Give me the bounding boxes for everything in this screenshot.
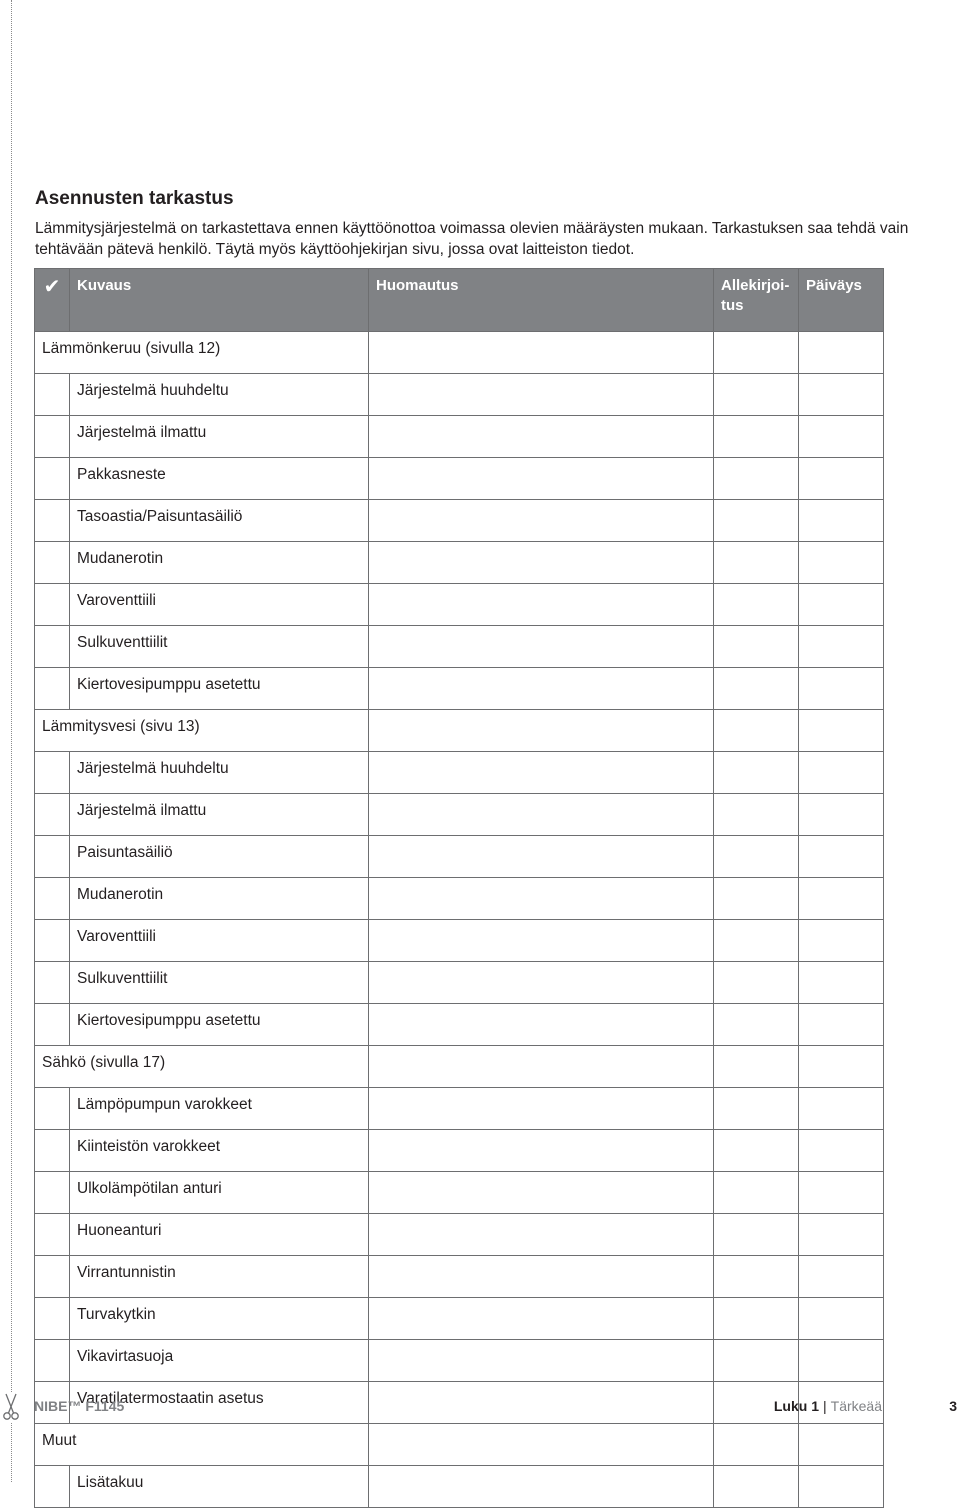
remark-cell[interactable] — [369, 710, 714, 752]
item-label: Järjestelmä ilmattu — [70, 416, 369, 458]
table-row — [35, 794, 884, 836]
chapter-indicator — [774, 1398, 882, 1414]
remark-cell[interactable] — [369, 1088, 714, 1130]
date-cell[interactable] — [799, 920, 884, 962]
section-label: Muut — [35, 1424, 369, 1466]
checkbox-cell[interactable] — [35, 1340, 70, 1382]
table-row — [35, 626, 884, 668]
date-cell[interactable] — [799, 1424, 884, 1466]
intro-text: Lämmitysjärjestelmä on tarkastettava ennen käyttöönottoa voimassa olevien määräysten mukaan. Tarkastuksen saa tehdä vain tehtävään pätevä henkilö. Täytä myös käyttöohjekirjan sivu, jossa ovat laitteiston tiedot. — [35, 220, 909, 258]
item-label: Varatilatermostaatin asetus — [70, 1382, 369, 1424]
table-row — [35, 1382, 884, 1424]
remark-cell[interactable] — [369, 500, 714, 542]
signature-column-header — [714, 269, 799, 332]
date-cell[interactable] — [799, 1004, 884, 1046]
item-label: Järjestelmä ilmattu — [70, 794, 369, 836]
item-label: Lämpöpumpun varokkeet — [70, 1088, 369, 1130]
remark-cell[interactable] — [369, 1130, 714, 1172]
date-cell[interactable] — [799, 332, 884, 374]
table-row — [35, 584, 884, 626]
cut-line — [11, 0, 12, 1482]
item-label: Kiertovesipumppu asetettu — [70, 1004, 369, 1046]
section-row — [35, 710, 884, 752]
signature-cell[interactable] — [714, 542, 799, 584]
signature-cell[interactable] — [714, 668, 799, 710]
table-row — [35, 878, 884, 920]
remark-cell[interactable] — [369, 1424, 714, 1466]
date-cell[interactable] — [799, 542, 884, 584]
checkbox-cell[interactable] — [35, 542, 70, 584]
date-cell[interactable] — [799, 458, 884, 500]
date-cell[interactable] — [799, 416, 884, 458]
remark-cell[interactable] — [369, 1382, 714, 1424]
signature-cell[interactable] — [714, 332, 799, 374]
table-row — [35, 1172, 884, 1214]
signature-cell[interactable] — [714, 1172, 799, 1214]
section-label: Sähkö (sivulla 17) — [35, 1046, 369, 1088]
remark-cell[interactable] — [369, 1046, 714, 1088]
signature-cell[interactable] — [714, 1340, 799, 1382]
date-cell[interactable] — [799, 374, 884, 416]
page-title: Asennusten tarkastus — [35, 188, 234, 209]
section-label: Lämmitysvesi (sivu 13) — [35, 710, 369, 752]
checkbox-cell[interactable] — [35, 1130, 70, 1172]
signature-header-line1: Allekirjoi- — [721, 277, 790, 294]
table-row — [35, 1256, 884, 1298]
date-cell[interactable] — [799, 1340, 884, 1382]
item-label: Varoventtiili — [70, 584, 369, 626]
remark-cell[interactable] — [369, 962, 714, 1004]
table-row — [35, 920, 884, 962]
date-cell[interactable] — [799, 1172, 884, 1214]
date-cell[interactable] — [799, 668, 884, 710]
item-label: Sulkuventtiilit — [70, 962, 369, 1004]
checkbox-cell[interactable] — [35, 374, 70, 416]
remark-cell[interactable] — [369, 542, 714, 584]
signature-cell[interactable] — [714, 836, 799, 878]
item-label: Ulkolämpötilan anturi — [70, 1172, 369, 1214]
table-row — [35, 962, 884, 1004]
table-row — [35, 1466, 884, 1508]
table-row — [35, 542, 884, 584]
signature-header-line2: tus — [721, 297, 744, 314]
date-cell[interactable] — [799, 1256, 884, 1298]
date-cell[interactable] — [799, 710, 884, 752]
checkbox-cell[interactable] — [35, 1214, 70, 1256]
date-cell[interactable] — [799, 962, 884, 1004]
signature-cell[interactable] — [714, 1424, 799, 1466]
scissors-icon — [1, 1392, 21, 1422]
chapter-label: Luku 1 — [773, 1398, 819, 1414]
checklist-body — [35, 332, 884, 1508]
remark-cell[interactable] — [369, 920, 714, 962]
table-row — [35, 416, 884, 458]
page-number: 3 — [949, 1398, 957, 1414]
section-row — [35, 332, 884, 374]
description-column-header: Kuvaus — [70, 269, 369, 332]
remark-cell[interactable] — [369, 626, 714, 668]
date-cell[interactable] — [799, 794, 884, 836]
remark-cell[interactable] — [369, 1256, 714, 1298]
checkbox-cell[interactable] — [35, 1256, 70, 1298]
checkbox-cell[interactable] — [35, 584, 70, 626]
table-row — [35, 1130, 884, 1172]
signature-cell[interactable] — [714, 458, 799, 500]
remark-cell[interactable] — [369, 374, 714, 416]
remark-cell[interactable] — [369, 1298, 714, 1340]
item-label: Paisuntasäiliö — [70, 836, 369, 878]
remark-cell[interactable] — [369, 584, 714, 626]
remark-cell[interactable] — [369, 416, 714, 458]
item-label: Pakkasneste — [70, 458, 369, 500]
signature-cell[interactable] — [714, 416, 799, 458]
date-cell[interactable] — [799, 1298, 884, 1340]
section-row — [35, 1046, 884, 1088]
checkbox-cell[interactable] — [35, 416, 70, 458]
signature-cell[interactable] — [714, 920, 799, 962]
remark-cell[interactable] — [369, 794, 714, 836]
date-cell[interactable] — [799, 584, 884, 626]
checkbox-cell[interactable] — [35, 1298, 70, 1340]
signature-cell[interactable] — [714, 626, 799, 668]
table-row — [35, 458, 884, 500]
checkbox-cell[interactable] — [35, 794, 70, 836]
signature-cell[interactable] — [714, 752, 799, 794]
date-column-header: Päiväys — [799, 269, 884, 332]
remark-cell[interactable] — [369, 752, 714, 794]
checkbox-cell[interactable] — [35, 752, 70, 794]
table-row — [35, 836, 884, 878]
remark-cell[interactable] — [369, 1340, 714, 1382]
checkbox-cell[interactable] — [35, 920, 70, 962]
remark-cell[interactable] — [369, 1004, 714, 1046]
table-header-row — [35, 269, 884, 332]
checkbox-cell[interactable] — [35, 1466, 70, 1508]
remark-cell[interactable] — [369, 878, 714, 920]
date-cell[interactable] — [799, 500, 884, 542]
signature-cell[interactable] — [714, 374, 799, 416]
item-label: Järjestelmä huuhdeltu — [70, 752, 369, 794]
signature-cell[interactable] — [714, 1298, 799, 1340]
item-label: Huoneanturi — [70, 1214, 369, 1256]
remark-cell[interactable] — [369, 332, 714, 374]
remark-cell[interactable] — [369, 1214, 714, 1256]
table-row — [35, 668, 884, 710]
table-row — [35, 1298, 884, 1340]
item-label: Vikavirtasuoja — [70, 1340, 369, 1382]
checkbox-cell[interactable] — [35, 1088, 70, 1130]
signature-cell[interactable] — [714, 1256, 799, 1298]
checkbox-cell[interactable] — [35, 1172, 70, 1214]
item-label: Virrantunnistin — [70, 1256, 369, 1298]
signature-cell[interactable] — [714, 794, 799, 836]
date-cell[interactable] — [799, 1130, 884, 1172]
item-label: Mudanerotin — [70, 878, 369, 920]
checkbox-cell[interactable] — [35, 668, 70, 710]
signature-cell[interactable] — [714, 1214, 799, 1256]
checkbox-cell[interactable] — [35, 500, 70, 542]
item-label: Varoventtiili — [70, 920, 369, 962]
checkbox-cell[interactable] — [35, 1004, 70, 1046]
signature-cell[interactable] — [714, 584, 799, 626]
signature-cell[interactable] — [714, 1004, 799, 1046]
remark-cell[interactable] — [369, 1172, 714, 1214]
remark-cell[interactable] — [369, 1466, 714, 1508]
table-row — [35, 1340, 884, 1382]
checkbox-cell[interactable] — [35, 626, 70, 668]
signature-cell[interactable] — [714, 1466, 799, 1508]
checkbox-cell[interactable] — [35, 458, 70, 500]
date-cell[interactable] — [799, 1214, 884, 1256]
date-cell[interactable] — [799, 626, 884, 668]
table-row — [35, 1004, 884, 1046]
inspection-checklist-table — [34, 268, 884, 1508]
item-label: Kiertovesipumppu asetettu — [70, 668, 369, 710]
item-label: Kiinteistön varokkeet — [70, 1130, 369, 1172]
date-cell[interactable] — [799, 752, 884, 794]
signature-cell[interactable] — [714, 962, 799, 1004]
date-cell[interactable] — [799, 836, 884, 878]
date-cell[interactable] — [799, 1046, 884, 1088]
signature-cell[interactable] — [714, 878, 799, 920]
table-row — [35, 1214, 884, 1256]
item-label: Tasoastia/Paisuntasäiliö — [70, 500, 369, 542]
signature-cell[interactable] — [714, 500, 799, 542]
remark-column-header: Huomautus — [369, 269, 714, 332]
chapter-separator: | — [823, 1398, 827, 1414]
signature-cell[interactable] — [714, 1088, 799, 1130]
section-label: Lämmönkeruu (sivulla 12) — [35, 332, 369, 374]
table-row — [35, 374, 884, 416]
item-label: Turvakytkin — [70, 1298, 369, 1340]
checkbox-cell[interactable] — [35, 836, 70, 878]
signature-cell[interactable] — [714, 1130, 799, 1172]
item-label: Järjestelmä huuhdeltu — [70, 374, 369, 416]
date-cell[interactable] — [799, 1466, 884, 1508]
checkmark-icon: ✔ — [43, 276, 61, 298]
item-label: Sulkuventtiilit — [70, 626, 369, 668]
date-cell[interactable] — [799, 1088, 884, 1130]
table-row — [35, 752, 884, 794]
remark-cell[interactable] — [369, 458, 714, 500]
date-cell[interactable] — [799, 878, 884, 920]
remark-cell[interactable] — [369, 836, 714, 878]
section-row — [35, 1424, 884, 1466]
remark-cell[interactable] — [369, 668, 714, 710]
checkbox-cell[interactable] — [35, 962, 70, 1004]
checkbox-cell[interactable] — [35, 878, 70, 920]
table-row — [35, 1088, 884, 1130]
signature-cell[interactable] — [714, 710, 799, 752]
check-column-header — [35, 269, 70, 332]
signature-cell[interactable] — [714, 1046, 799, 1088]
item-label: Lisätakuu — [70, 1466, 369, 1508]
table-row — [35, 500, 884, 542]
product-name: NIBE™ F1145 — [34, 1398, 125, 1414]
chapter-title: Tärkeää — [830, 1398, 882, 1414]
item-label: Mudanerotin — [70, 542, 369, 584]
